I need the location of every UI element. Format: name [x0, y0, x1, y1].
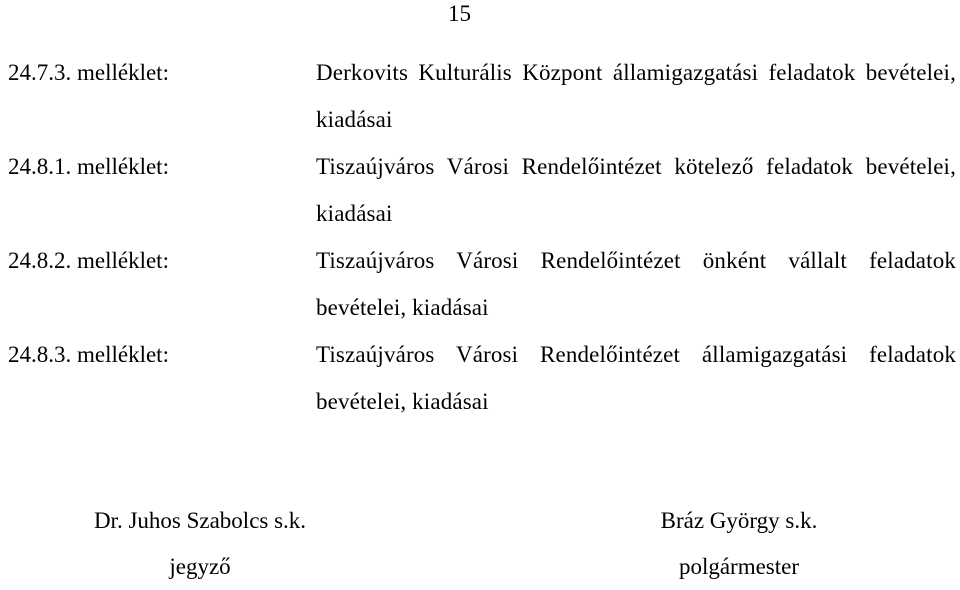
page-number: 15	[448, 1, 471, 26]
annex-label: 24.8.3. melléklet:	[8, 342, 169, 367]
annex-label: 24.8.2. melléklet:	[8, 248, 169, 273]
annex-entry	[8, 338, 960, 432]
annex-label: 24.8.1. melléklet:	[8, 154, 169, 179]
annex-label: 24.7.3. melléklet:	[8, 60, 169, 85]
annex-title: Tiszaújváros Városi Rendelőintézet önként vállalt feladatok bevételei, kiadásai	[316, 248, 956, 320]
signature-section	[0, 498, 960, 579]
annex-title: Tiszaújváros Városi Rendelőintézet államigazgatási feladatok bevételei, kiadásai	[316, 342, 956, 414]
annex-entry	[8, 150, 960, 244]
signatory-role: polgármester	[678, 554, 800, 579]
annex-title: Derkovits Kulturális Központ államigazgatási feladatok bevételei, kiadásai	[316, 60, 956, 132]
signature-mayor	[624, 498, 854, 590]
signatory-name: Bráz György s.k.	[660, 508, 818, 533]
annex-entry	[8, 244, 960, 338]
annex-list	[8, 56, 960, 432]
signature-notary	[62, 498, 338, 590]
annex-entry	[8, 56, 960, 150]
signatory-name: Dr. Juhos Szabolcs s.k.	[93, 508, 307, 533]
signatory-role: jegyző	[169, 554, 231, 579]
annex-title: Tiszaújváros Városi Rendelőintézet kötelező feladatok bevételei, kiadásai	[316, 154, 956, 226]
